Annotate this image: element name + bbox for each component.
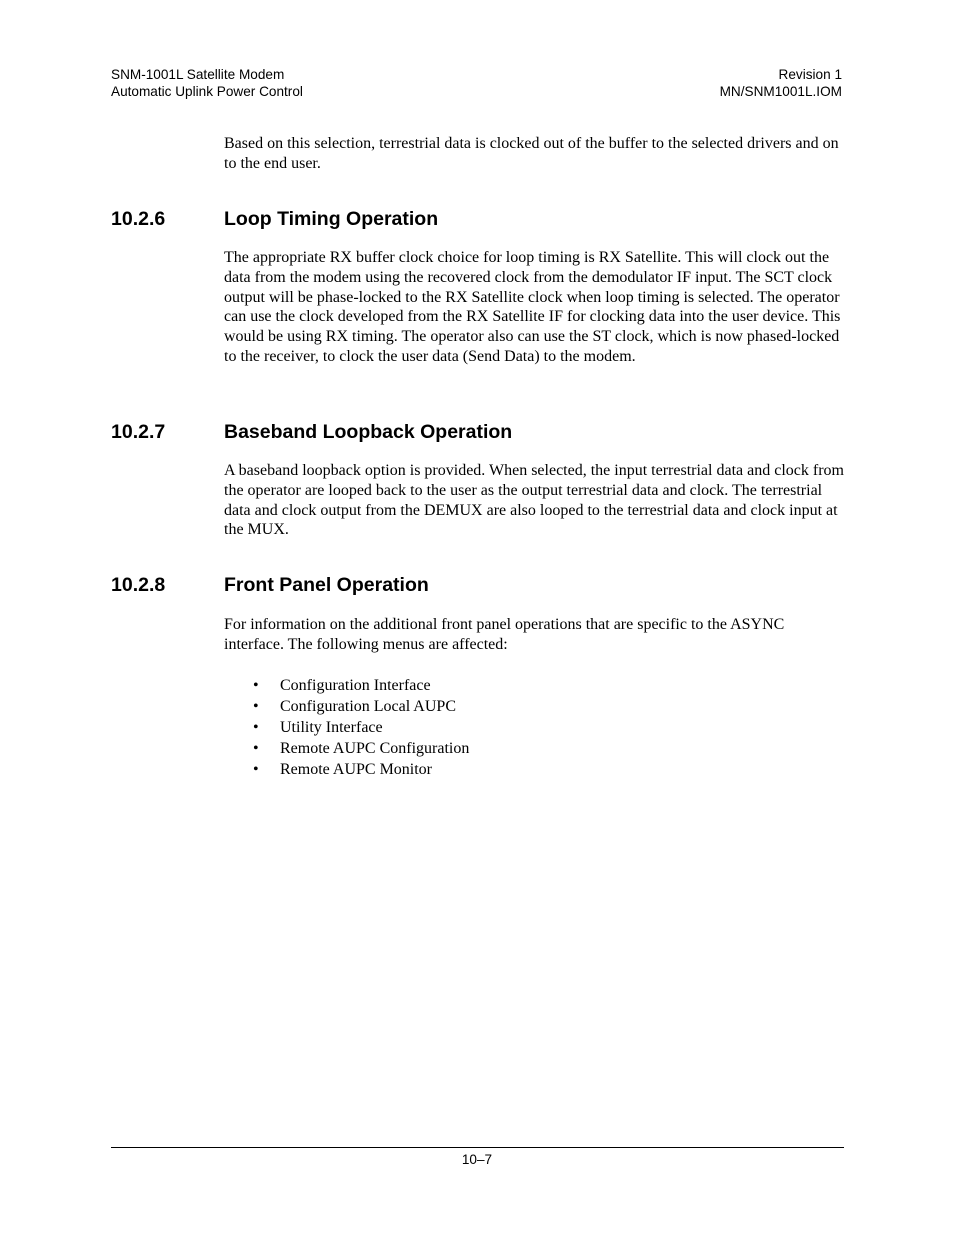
list-item: • Remote AUPC Configuration (253, 740, 470, 757)
section-number: 10.2.7 (111, 421, 166, 443)
section-body-10-2-8: For information on the additional front panel operations that are specific to the ASYNC interface. The following menus are affected: (224, 616, 785, 653)
page-number: 10–7 (461, 1152, 493, 1167)
revision-label: Revision 1 (778, 67, 842, 82)
document-title: SNM-1001L Satellite Modem (111, 67, 285, 82)
section-heading-10-2-7 (111, 421, 512, 444)
section-heading-10-2-6 (111, 208, 438, 231)
affected-menus-list (250, 676, 469, 781)
section-title: Baseband Loopback Operation (224, 421, 513, 443)
section-title: Loop Timing Operation (224, 208, 439, 230)
section-heading-10-2-8 (111, 574, 429, 597)
intro-paragraph: Based on this selection, terrestrial data is clocked out of the buffer to the selected drivers and on to the end user. (224, 135, 839, 172)
bullet-icon: • (253, 719, 259, 736)
section-number: 10.2.8 (111, 574, 166, 596)
bullet-icon: • (253, 677, 259, 694)
footer-divider (111, 1147, 844, 1148)
page-header-left (111, 67, 303, 100)
list-item: • Utility Interface (253, 719, 383, 736)
section-number: 10.2.6 (111, 208, 166, 230)
section-body-10-2-7: A baseband loopback option is provided. When selected, the input terrestrial data and clock from the operator are looped back to the user as the output terrestrial data and clock. The terrestrial data and clock output from the DEMUX are also looped to the terrestrial data and clock input at the MUX. (224, 462, 844, 539)
list-item: • Configuration Interface (253, 677, 431, 694)
section-body-10-2-6: The appropriate RX buffer clock choice for loop timing is RX Satellite. This will clock out the data from the modem using the recovered clock from the demodulator IF input. The SCT clock output will be phase-locked to the RX Satellite clock when loop timing is selected. The operator can use the clock developed from the RX Satellite IF for clocking data into the user device. This would be using RX timing. The operator also can use the ST clock, which is now phased-locked to the receiver, to clock the user data (Send Data) to the modem. (224, 249, 841, 365)
bullet-icon: • (253, 740, 259, 757)
bullet-icon: • (253, 698, 259, 715)
document-id: MN/SNM1001L.IOM (719, 83, 842, 99)
list-item: • Configuration Local AUPC (253, 698, 456, 715)
list-item: • Remote AUPC Monitor (253, 761, 433, 778)
section-title: Front Panel Operation (224, 574, 429, 596)
bullet-icon: • (253, 761, 259, 778)
page-header-right (720, 67, 842, 100)
chapter-title: Automatic Uplink Power Control (111, 83, 303, 99)
